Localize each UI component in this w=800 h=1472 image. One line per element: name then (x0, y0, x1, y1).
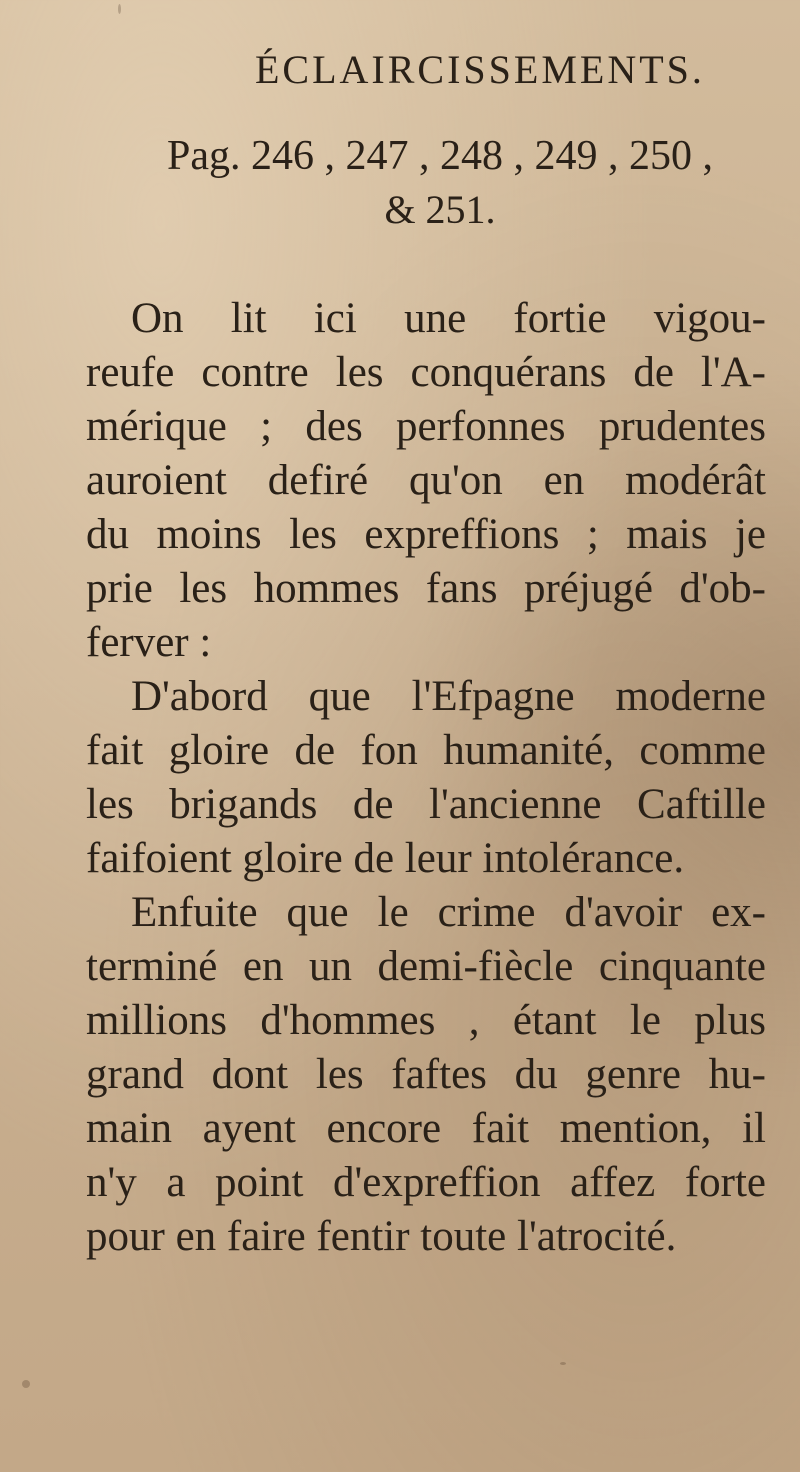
text-line: n'y a point d'expreffion affez forte (86, 1159, 766, 1206)
text-line: les brigands de l'ancienne Caftille (86, 781, 766, 828)
text-line: ferver : (86, 619, 212, 666)
text-line: main ayent encore fait mention, il (86, 1105, 766, 1152)
section-heading: ÉCLAIRCISSEMENTS. (255, 47, 705, 92)
text-line: faifoient gloire de leur intolérance. (86, 835, 685, 882)
page-reference-line-2: & 251. (384, 187, 496, 232)
paper-speck (560, 1362, 566, 1365)
paper-speck (22, 1380, 30, 1388)
text-line: Enfuite que le crime d'avoir ex- (131, 889, 766, 936)
text-line: grand dont les faftes du genre hu- (86, 1051, 766, 1098)
paper-speck (118, 4, 121, 14)
body-text (86, 292, 766, 1264)
paragraph-2 (86, 670, 766, 886)
paragraph-1 (86, 292, 766, 670)
page-reference-line-1: Pag. 246 , 247 , 248 , 249 , 250 , (167, 133, 713, 179)
text-line: millions d'hommes , étant le plus (86, 997, 766, 1044)
text-line: reufe contre les conquérans de l'A- (86, 349, 766, 396)
text-line: D'abord que l'Efpagne moderne (131, 673, 766, 720)
text-line: terminé en un demi-fiècle cinquante (86, 943, 766, 990)
text-line: mérique ; des perfonnes prudentes (86, 403, 766, 450)
text-line: fait gloire de fon humanité, comme (86, 727, 766, 774)
text-line: auroient defiré qu'on en modérât (86, 457, 766, 504)
text-line: du moins les expreffions ; mais je (86, 511, 766, 558)
text-line: prie les hommes fans préjugé d'ob- (86, 565, 766, 612)
paragraph-3 (86, 886, 766, 1264)
text-line: On lit ici une fortie vigou- (131, 295, 766, 342)
text-line: pour en faire fentir toute l'atrocité. (86, 1213, 677, 1260)
